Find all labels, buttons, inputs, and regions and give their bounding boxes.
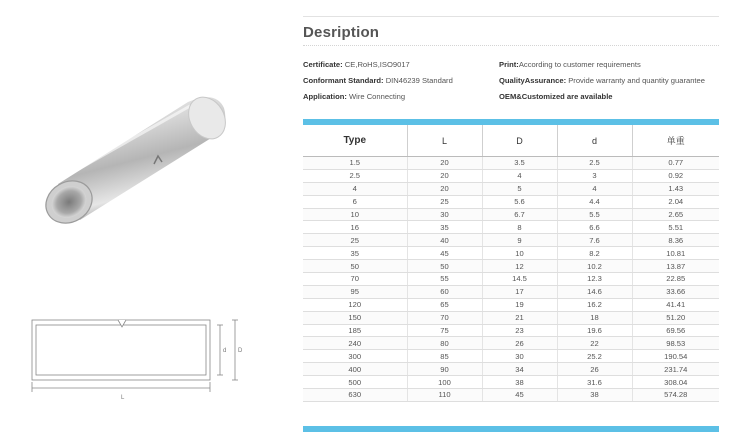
table-cell: 14.5 (482, 273, 557, 286)
table-cell: 3 (557, 169, 632, 182)
table-cell: 70 (407, 311, 482, 324)
table-cell: 0.92 (632, 169, 719, 182)
table-row (303, 363, 719, 376)
table-cell: 45 (407, 247, 482, 260)
table-cell: 23 (482, 324, 557, 337)
table-cell: 30 (482, 350, 557, 363)
table-cell: 26 (482, 337, 557, 350)
table-cell: 8.36 (632, 234, 719, 247)
spec-value: CE,RoHS,ISO9017 (342, 60, 410, 69)
table-cell: 25 (303, 234, 407, 247)
table-row (303, 234, 719, 247)
table-cell: 69.56 (632, 324, 719, 337)
table-cell: 120 (303, 298, 407, 311)
table-cell: 5.6 (482, 195, 557, 208)
table-cell: 16.2 (557, 298, 632, 311)
spec-oem (499, 92, 613, 101)
table-cell: 2.5 (557, 157, 632, 170)
spec-value: Wire Connecting (346, 92, 406, 101)
table-cell: 50 (303, 260, 407, 273)
table-row (303, 221, 719, 234)
table-cell: 65 (407, 298, 482, 311)
table-cell: 500 (303, 376, 407, 389)
tube-outline (32, 320, 210, 380)
table-cell: 20 (407, 169, 482, 182)
table-cell: 574.28 (632, 389, 719, 402)
table-cell: 10 (482, 247, 557, 260)
table-row (303, 324, 719, 337)
table-cell: 41.41 (632, 298, 719, 311)
table-row (303, 208, 719, 221)
table-cell: 19.6 (557, 324, 632, 337)
table-cell: 100 (407, 376, 482, 389)
table-row (303, 182, 719, 195)
table-cell: 231.74 (632, 363, 719, 376)
table-cell: 18 (557, 311, 632, 324)
spec-quality-assurance (499, 76, 705, 85)
spec-label: Application: (303, 92, 347, 101)
spec-certificate (303, 60, 410, 69)
table-cell: 3.5 (482, 157, 557, 170)
title-top-rule (303, 16, 719, 17)
table-cell: 45 (482, 389, 557, 402)
table-cell: 6 (303, 195, 407, 208)
table-cell: 19 (482, 298, 557, 311)
table-cell: 308.04 (632, 376, 719, 389)
table-cell: 9 (482, 234, 557, 247)
table-row (303, 376, 719, 389)
spec-value: DIN46239 Standard (383, 76, 453, 85)
table-cell: 10 (303, 208, 407, 221)
header-unit-weight: 单重 (632, 125, 719, 157)
table-row (303, 350, 719, 363)
table-row (303, 260, 719, 273)
table-cell: 630 (303, 389, 407, 402)
table-row (303, 157, 719, 170)
spec-application (303, 92, 405, 101)
table-cell: 2.65 (632, 208, 719, 221)
table-cell: 85 (407, 350, 482, 363)
table-row (303, 311, 719, 324)
table-body (303, 157, 719, 402)
spec-label: Print: (499, 60, 519, 69)
table-cell: 25.2 (557, 350, 632, 363)
table-cell: 38 (482, 376, 557, 389)
table-cell: 38 (557, 389, 632, 402)
table-bottom-bar (303, 426, 719, 432)
spec-print (499, 60, 641, 69)
table-cell: 240 (303, 337, 407, 350)
table-cell: 25 (407, 195, 482, 208)
label-outer-diameter: D (238, 348, 243, 354)
table-cell: 4 (303, 182, 407, 195)
table-cell: 5.5 (557, 208, 632, 221)
table-cell: 22.85 (632, 273, 719, 286)
table-cell: 26 (557, 363, 632, 376)
table-cell: 7.6 (557, 234, 632, 247)
table-cell: 1.43 (632, 182, 719, 195)
table-cell: 60 (407, 285, 482, 298)
table-row (303, 389, 719, 402)
table-cell: 4 (557, 182, 632, 195)
table-cell: 190.54 (632, 350, 719, 363)
table-cell: 6.7 (482, 208, 557, 221)
table-cell: 50 (407, 260, 482, 273)
table-row (303, 285, 719, 298)
spec-label: Conformant Standard: (303, 76, 384, 85)
table-header-row (303, 125, 719, 157)
table-cell: 10.81 (632, 247, 719, 260)
label-inner-diameter: d (223, 348, 227, 354)
spec-label: QualityAssurance: (499, 76, 567, 85)
table-row (303, 298, 719, 311)
table-cell: 40 (407, 234, 482, 247)
table-cell: 5.51 (632, 221, 719, 234)
table-cell: 8 (482, 221, 557, 234)
spec-value: According to customer requirements (518, 60, 641, 69)
product-photo (40, 88, 240, 228)
table-cell: 2.04 (632, 195, 719, 208)
spec-table (303, 125, 719, 402)
table-cell: 70 (303, 273, 407, 286)
header-inner-d: d (557, 125, 632, 157)
table-cell: 98.53 (632, 337, 719, 350)
spec-conformant-standard (303, 76, 453, 85)
table-row (303, 273, 719, 286)
table-cell: 185 (303, 324, 407, 337)
table-row (303, 195, 719, 208)
table-cell: 14.6 (557, 285, 632, 298)
table-cell: 6.6 (557, 221, 632, 234)
table-cell: 80 (407, 337, 482, 350)
table-cell: 51.20 (632, 311, 719, 324)
title-bottom-rule (303, 45, 719, 46)
section-title: Desription (303, 24, 380, 41)
table-row (303, 169, 719, 182)
table-row (303, 247, 719, 260)
table-cell: 20 (407, 182, 482, 195)
table-cell: 12 (482, 260, 557, 273)
table-cell: 1.5 (303, 157, 407, 170)
technical-drawing (20, 312, 250, 402)
table-cell: 16 (303, 221, 407, 234)
table-cell: 4 (482, 169, 557, 182)
table-cell: 8.2 (557, 247, 632, 260)
table-cell: 10.2 (557, 260, 632, 273)
table-cell: 31.6 (557, 376, 632, 389)
tube-inner-outline (36, 325, 206, 375)
table-cell: 95 (303, 285, 407, 298)
header-l: L (407, 125, 482, 157)
table-cell: 12.3 (557, 273, 632, 286)
table-cell: 300 (303, 350, 407, 363)
spec-label: Certificate: (303, 60, 343, 69)
table-cell: 150 (303, 311, 407, 324)
table-cell: 22 (557, 337, 632, 350)
table-cell: 75 (407, 324, 482, 337)
table-cell: 34 (482, 363, 557, 376)
table-cell: 21 (482, 311, 557, 324)
label-length: L (121, 395, 125, 401)
spec-label: OEM&Customized are available (499, 92, 613, 101)
table-cell: 55 (407, 273, 482, 286)
spec-value: Provide warranty and quantity guarantee (566, 76, 705, 85)
table-cell: 30 (407, 208, 482, 221)
table-cell: 400 (303, 363, 407, 376)
table-cell: 5 (482, 182, 557, 195)
table-cell: 35 (303, 247, 407, 260)
table-cell: 13.87 (632, 260, 719, 273)
table-cell: 17 (482, 285, 557, 298)
table-cell: 4.4 (557, 195, 632, 208)
table-cell: 35 (407, 221, 482, 234)
table-cell: 33.66 (632, 285, 719, 298)
table-cell: 110 (407, 389, 482, 402)
header-type: Type (303, 125, 407, 157)
table-cell: 90 (407, 363, 482, 376)
table-row (303, 337, 719, 350)
header-outer-d: D (482, 125, 557, 157)
table-cell: 2.5 (303, 169, 407, 182)
table-cell: 0.77 (632, 157, 719, 170)
table-cell: 20 (407, 157, 482, 170)
